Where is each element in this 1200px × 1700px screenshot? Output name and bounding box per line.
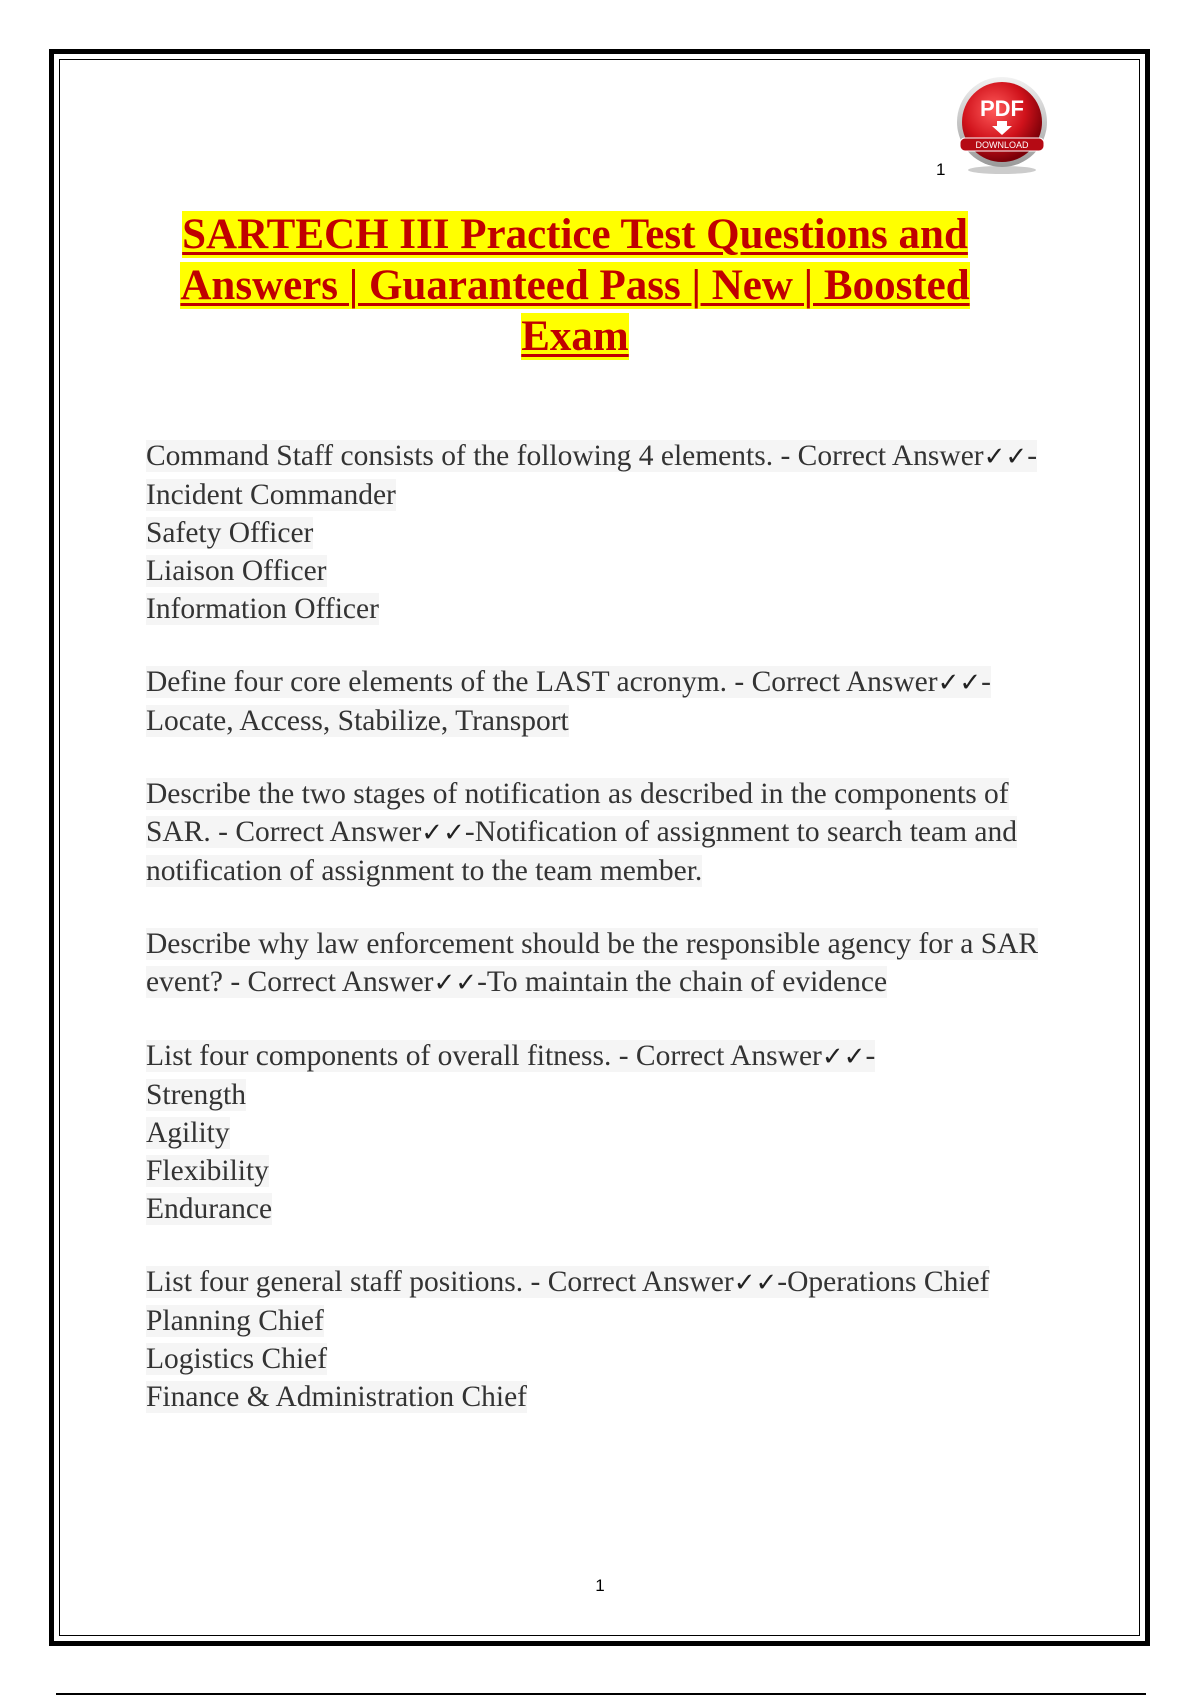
double-check-icon: ✓✓ [733, 1268, 778, 1298]
answer-line: Information Officer [146, 593, 379, 625]
question-text: Describe why law enforcement should be the responsible agency for a SAR event? - Correct Answer [146, 928, 1039, 998]
answer-line: -To maintain the chain of evidence [477, 966, 888, 998]
document-title [160, 209, 990, 362]
double-check-icon: ✓✓ [433, 968, 478, 998]
answer-line: Finance & Administration Chief [146, 1381, 527, 1413]
pdf-download-icon-graphic [952, 76, 1052, 176]
answer-line: -Notification of assignment to search team and notification of assignment to the team member. [146, 816, 1018, 887]
double-check-icon: ✓✓ [421, 818, 465, 848]
question-text: Command Staff consists of the following 4 elements. - Correct Answer [146, 440, 984, 472]
answer-line: Endurance [146, 1193, 273, 1225]
question-text: Describe the two stages of notification as described in the components of SAR. - Correct Answer [146, 778, 1009, 848]
qa-text [146, 778, 1017, 887]
title-text: SARTECH III Practice Test Questions and Answers | Guaranteed Pass | New | Boosted Exam [180, 211, 970, 360]
double-check-icon: ✓✓ [983, 442, 1028, 472]
qa-text [146, 440, 1037, 625]
qa-item [146, 775, 1066, 890]
answer-line: Agility [146, 1117, 230, 1149]
qa-text [146, 666, 991, 737]
answer-line: Planning Chief [146, 1305, 324, 1337]
answer-line: Strength [146, 1079, 246, 1111]
qa-text [146, 1040, 875, 1225]
answer-line: -Incident Commander [146, 440, 1038, 511]
qa-item [146, 437, 1066, 628]
question-text: List four components of overall fitness. - Correct Answer [146, 1040, 822, 1072]
download-label: DOWNLOAD [975, 140, 1029, 150]
qa-list [146, 437, 1066, 1451]
answer-line: -Operations Chief [777, 1266, 990, 1298]
qa-text [146, 928, 1038, 998]
pdf-label: PDF [980, 96, 1024, 121]
qa-item [146, 663, 1066, 740]
answer-line: Safety Officer [146, 517, 314, 549]
question-text: List four general staff positions. - Correct Answer [146, 1266, 734, 1298]
qa-item [146, 1263, 1066, 1416]
answer-line: Logistics Chief [146, 1343, 328, 1375]
page-number-bottom: 1 [595, 1576, 605, 1595]
qa-text [146, 1266, 989, 1413]
qa-item [146, 1037, 1066, 1228]
bottom-rule [56, 1693, 1146, 1695]
double-check-icon: ✓✓ [821, 1042, 866, 1072]
double-check-icon: ✓✓ [937, 668, 982, 698]
qa-item [146, 925, 1066, 1002]
answer-line: Flexibility [146, 1155, 269, 1187]
answer-line: Liaison Officer [146, 555, 327, 587]
pdf-download-icon[interactable] [952, 76, 1052, 176]
answer-line: - [865, 1040, 876, 1072]
answer-line: -Locate, Access, Stabilize, Transport [146, 666, 991, 737]
question-text: Define four core elements of the LAST acronym. - Correct Answer [146, 666, 938, 698]
page-number-top: 1 [936, 160, 946, 179]
